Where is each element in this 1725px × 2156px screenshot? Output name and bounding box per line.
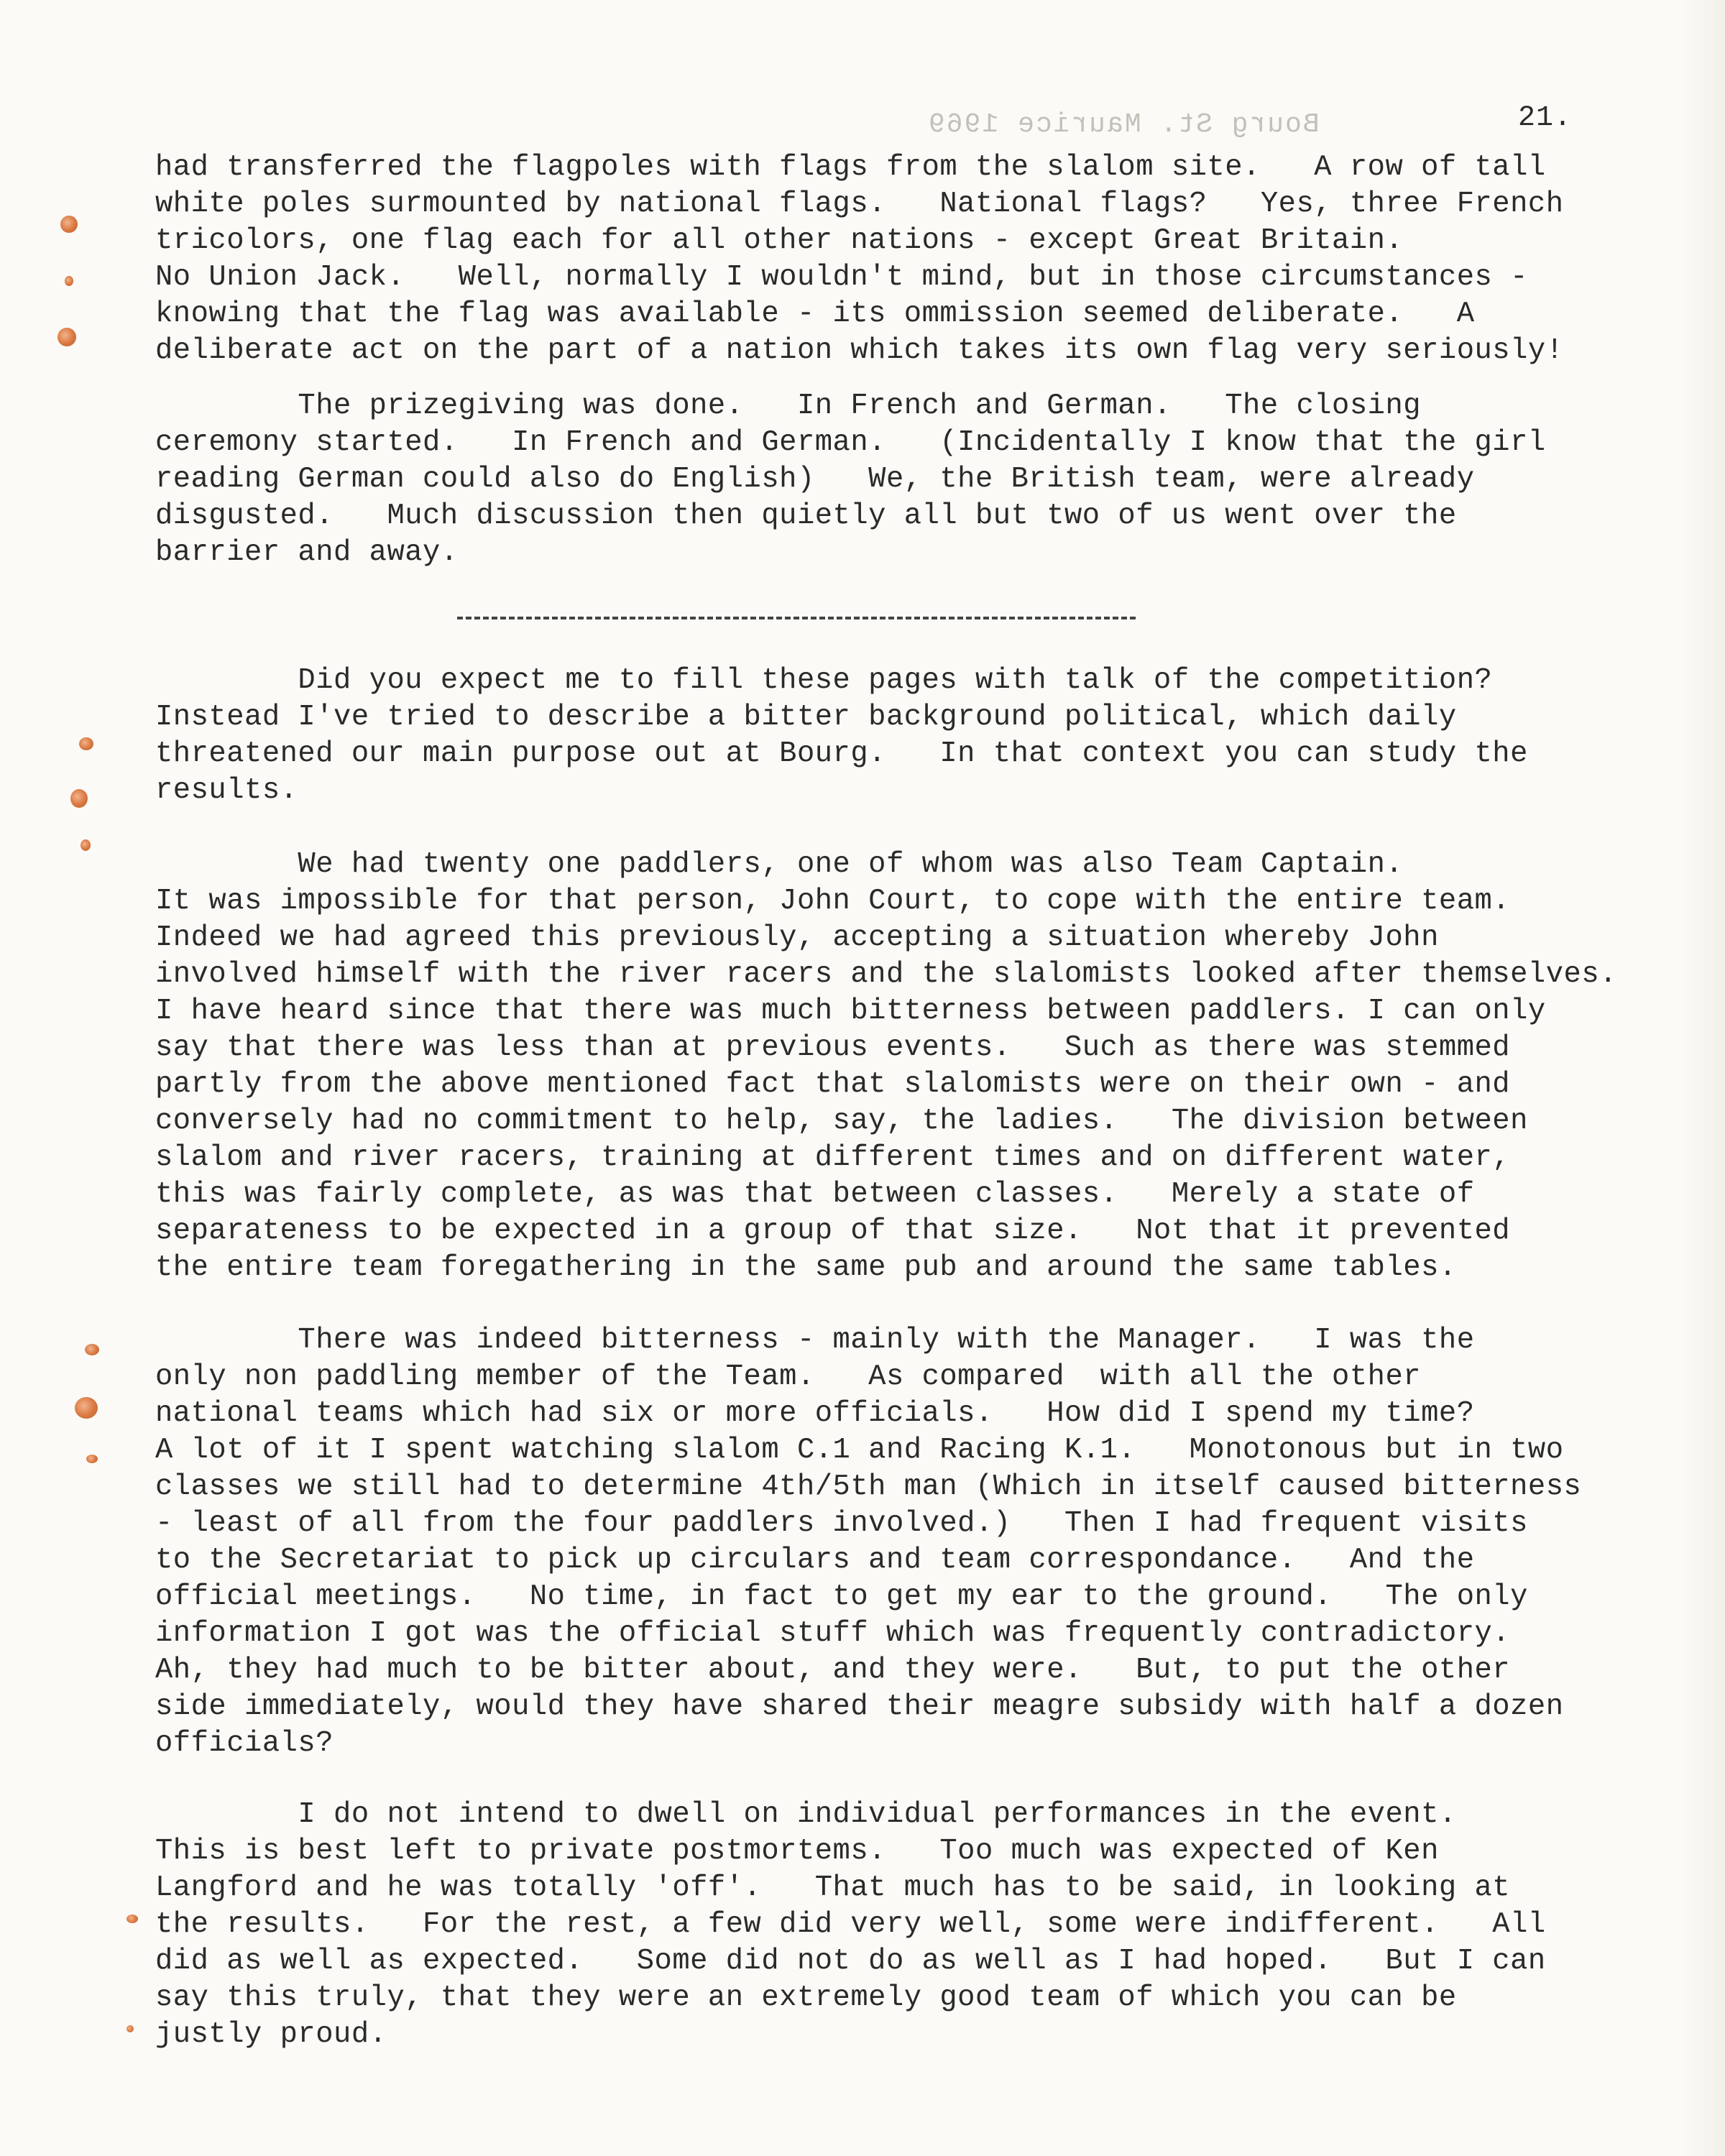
binder-hole-mark bbox=[126, 1915, 138, 1923]
paragraph-flags: had transferred the flagpoles with flags from the slalom site. A row of tall white poles surmounted by national flags. National flags? Yes, three French tricolors, one flag each for all other nations - except Great Britain. No Union Jack. Well, normally I wouldn't mind, but in those circumstances - knowing that the flag was available - its ommission seemed deliberate. A deliberate act on the part of a nation which takes its own flag very seriously! bbox=[155, 151, 1564, 367]
paragraph-competition: Did you expect me to fill these pages with talk of the competition? Instead I've tried to describe a bitter background political, which daily threatened our main purpose out at Bourg. In that context you can study the results. bbox=[155, 664, 1528, 807]
paragraph-prizegiving: The prizegiving was done. In French and German. The closing ceremony started. In French and German. (Incidentally I know that the girl reading German could also do English) We, the British team, were already disgusted. Much discussion then quietly all but two of us went over the barrier and away. bbox=[155, 390, 1546, 569]
paper-edge bbox=[1682, 0, 1725, 2156]
paragraph-manager: There was indeed bitterness - mainly with the Manager. I was the only non paddling member of the Team. As compared with all the other national teams which had six or more officials. How did I spend my time? A lot of it I spent watching slalom C.1 and Racing K.1. Monotonous but in two classes we still had to determine 4th/5th man (Which in itself caused bitterness - least of all from the four paddlers involved.) Then I had frequent visits to the Secretariat to pick up circulars and team correspondance. And the official meetings. No time, in fact to get my ear to the ground. The only information I got was the official stuff which was frequently contradictory. Ah, they had much to be bitter about, and they were. But, to put the other side immediately, would they have shared their meagre subsidy with half a dozen officials? bbox=[155, 1324, 1582, 1760]
binder-hole-mark bbox=[79, 737, 93, 750]
paragraph-paddlers: We had twenty one paddlers, one of whom was also Team Captain. It was impossible for that person, John Court, to cope with the entire team. Indeed we had agreed this previously, accepting a situation whereby John involved himself with the river racers and the slalomists looked after themselves. I have heard since that there was much bitterness between paddlers. I can only say that there was less than at previous events. Such as there was stemmed partly from the above mentioned fact that slalomists were on their own - and conversely had no commitment to help, say, the ladies. The division between slalom and river racers, training at different times and on different water, this was fairly complete, as was that between classes. Merely a state of separateness to be expected in a group of that size. Not that it prevented the entire team foregathering in the same pub and around the same tables. bbox=[155, 848, 1617, 1284]
page-number: 21. bbox=[1518, 102, 1573, 134]
binder-hole-mark bbox=[85, 1344, 99, 1355]
section-divider bbox=[457, 617, 1136, 619]
show-through-header: Bourg St. Maurice 1969 bbox=[927, 109, 1320, 140]
binder-hole-mark bbox=[65, 276, 73, 286]
binder-hole-mark bbox=[58, 328, 76, 346]
paragraph-performances: I do not intend to dwell on individual performances in the event. This is best left to private postmortems. Too much was expected of Ken Langford and he was totally 'off'. That much has to be said, in looking at the results. For the rest, a few did very well, some were indifferent. All did as well as expected. Some did not do as well as I had hoped. But I can say this truly, that they were an extremely good team of which you can be justly proud. bbox=[155, 1798, 1546, 2051]
binder-hole-mark bbox=[75, 1397, 98, 1419]
binder-hole-mark bbox=[60, 216, 78, 233]
binder-hole-mark bbox=[126, 2025, 134, 2032]
binder-hole-mark bbox=[86, 1455, 98, 1463]
binder-hole-mark bbox=[80, 839, 91, 851]
binder-hole-mark bbox=[70, 789, 88, 808]
